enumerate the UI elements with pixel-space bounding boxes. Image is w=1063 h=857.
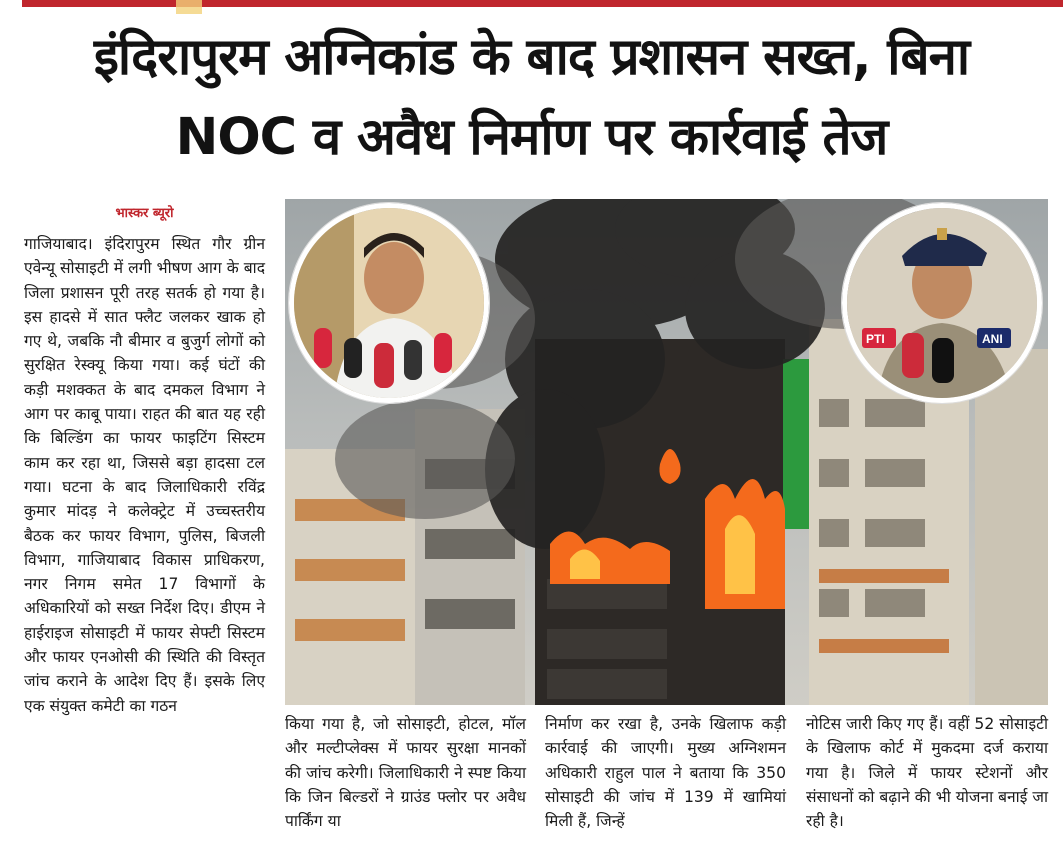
top-yellow-mark	[176, 0, 202, 14]
byline: भास्कर ब्यूरो	[115, 206, 174, 221]
headline-line-2: NOC व अवैध निर्माण पर कार्रवाई तेज	[175, 108, 888, 167]
article-column-2: किया गया है, जो सोसाइटी, होटल, मॉल और मल्टीप्लेक्स में फायर सुरक्षा मानकों की जांच करेगी। जिलाधिकारी ने स्पष्ट किया कि जिन बिल्डरों ने ग्राउंड फ्लोर पर अवैध पार्किंग या	[285, 715, 526, 831]
mic-label-pti: PTI	[866, 332, 885, 346]
fire-officer-inset	[842, 203, 1042, 403]
mic-label-ani: ANI	[982, 332, 1003, 346]
article-column-3: निर्माण कर रखा है, उनके खिलाफ कड़ी कार्रवाई की जाएगी। मुख्य अग्निशमन अधिकारी राहुल पाल ने बताया कि 350 सोसाइटी की जांच में 139 में खामियां मिली हैं, जिन्हें	[545, 715, 786, 831]
official-portrait-left	[294, 208, 484, 398]
article-column-1: गाजियाबाद। इंदिरापुरम स्थित गौर ग्रीन एवेन्यू सोसाइटी में लगी भीषण आग के बाद जिला प्रशासन पूरी तरह सतर्क हो गया है। इस हादसे में सात फ्लैट जलकर खाक हो गए थे, जबकि नौ बीमार व बुजुर्ग लोगों को सुरक्षित रेस्क्यू किया गया। कई घंटों की कड़ी मशक्कत के बाद दमकल विभाग ने आग पर काबू पाया। राहत की बात यह रही कि बिल्डिंग का फायर फाइटिंग सिस्टम काम कर रहा था, जिससे बड़ा हादसा टल गया। घटना के बाद जिलाधिकारी रविंद्र कुमार मांदड़ ने कलेक्ट्रेट में उच्चस्तरीय बैठक कर फायर विभाग, पुलिस, बिजली विभाग, गाजियाबाद विकास प्राधिकरण, नगर निगम समेत 17 विभागों के अधिकारियों को सख्त निर्देश दिए। डीएम ने हाईराइज सोसाइटी में फायर सेफ्टी सिस्टम और फायर एनओसी की स्थिति की विस्तृत जांच कराने के आदेश दिए हैं। इसके लिए एक संयुक्त कमेटी का गठन	[24, 235, 265, 715]
official-portrait-right	[847, 208, 1037, 398]
dm-press-inset	[289, 203, 489, 403]
headline	[0, 18, 1063, 178]
headline-line-1: इंदिरापुरम अग्निकांड के बाद प्रशासन सख्त, बिना	[93, 28, 970, 87]
article-column-4: नोटिस जारी किए गए हैं। वहीं 52 सोसाइटी के खिलाफ कोर्ट में मुकदमा दर्ज कराया गया है। जिले में फायर स्टेशनों और संसाधनों को बढ़ाने की भी योजना बनाई जा रही है।	[806, 715, 1048, 831]
